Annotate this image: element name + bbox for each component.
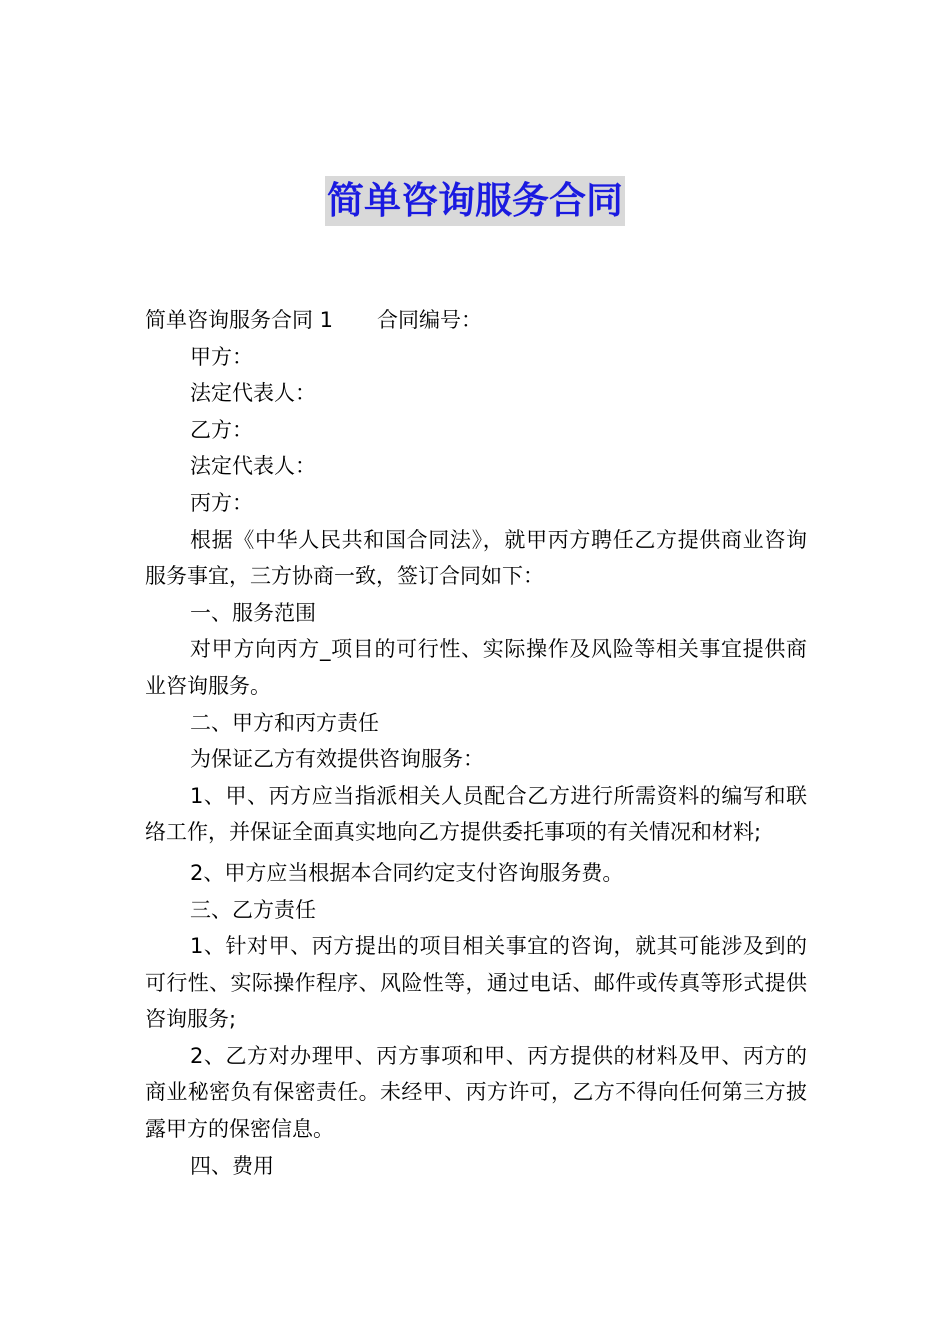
section-heading-party-b: 三、乙方责任 <box>190 897 316 922</box>
party-b-item-2: 2、乙方对办理甲、丙方事项和甲、丙方提供的材料及甲、丙方的商业秘密负有保密责任。未经甲、丙方许可，乙方不得向任何第三方披露甲方的保密信息。 <box>145 1043 807 1142</box>
party-a-c-intro: 为保证乙方有效提供咨询服务： <box>190 747 484 772</box>
party-b-item-1: 1、针对甲、丙方提出的项目相关事宜的咨询，就其可能涉及到的可行性、实际操作程序、风险性等，通过电话、邮件或传真等形式提供咨询服务; <box>145 934 807 1032</box>
document-title: 简单咨询服务合同 <box>325 176 625 226</box>
document-body <box>145 302 807 1184</box>
party-a-c-item-2: 2、甲方应当根据本合同约定支付咨询服务费。 <box>190 860 624 885</box>
party-a-c-item-1: 1、甲、丙方应当指派相关人员配合乙方进行所需资料的编写和联络工作，并保证全面真实地向乙方提供委托事项的有关情况和材料; <box>145 783 807 845</box>
party-a-rep-line: 法定代表人： <box>190 381 316 406</box>
section-heading-party-a-c: 二、甲方和丙方责任 <box>190 710 379 735</box>
heading-line-right: 合同编号： <box>377 308 483 332</box>
title-container <box>0 176 950 226</box>
heading-line <box>145 302 807 339</box>
heading-line-left: 简单咨询服务合同 1 <box>145 308 334 332</box>
party-b-line: 乙方： <box>190 417 253 442</box>
party-c-line: 丙方： <box>190 490 253 515</box>
party-a-line: 甲方： <box>190 344 253 369</box>
section-heading-fees: 四、费用 <box>190 1153 274 1178</box>
preamble-paragraph: 根据《中华人民共和国合同法》，就甲丙方聘任乙方提供商业咨询服务事宜，三方协商一致，签订合同如下： <box>145 527 807 589</box>
party-b-rep-line: 法定代表人： <box>190 454 316 479</box>
scope-paragraph: 对甲方向丙方_项目的可行性、实际操作及风险等相关事宜提供商业咨询服务。 <box>145 637 807 698</box>
section-heading-scope: 一、服务范围 <box>190 600 316 625</box>
